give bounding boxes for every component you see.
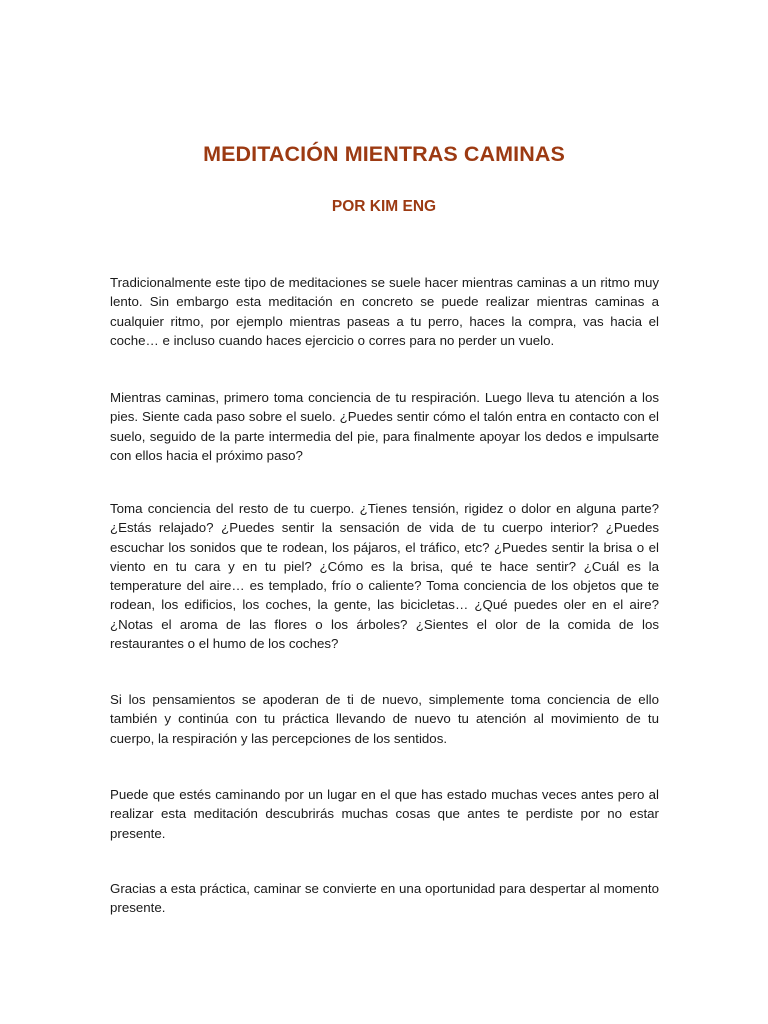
paragraph-3: Toma conciencia del resto de tu cuerpo. ¿Tienes tensión, rigidez o dolor en alguna parte? ¿Estás relajado? ¿Puedes sentir la sensación de vida de tu cuerpo interior? ¿Puedes escuchar los sonidos que te rodean, los pájaros, el tráfico, etc? ¿Puedes sentir la brisa o el viento en tu cara y en tu piel? ¿Cómo es la brisa, qué te hace sentir? ¿Cuál es la temperature del aire… es templado, frío o caliente? Toma conciencia de los objetos que te rodean, los edificios, los coches, la gente, las bicicletas… ¿Qué puedes oler en el aire? ¿Notas el aroma de las flores o los árboles? ¿Sientes el olor de la comida de los restaurantes o el humo de los coches? — [110, 501, 659, 652]
paragraph-6: Gracias a esta práctica, caminar se convierte en una oportunidad para despertar al momento presente. — [110, 881, 659, 916]
paragraph-4: Si los pensamientos se apoderan de ti de nuevo, simplemente toma conciencia de ello también y continúa con tu práctica llevando de nuevo tu atención al movimiento de tu cuerpo, la respiración y las percepciones de los sentidos. — [110, 692, 659, 746]
document-author: POR KIM ENG — [331, 198, 437, 215]
document-title: MEDITACIÓN MIENTRAS CAMINAS — [203, 142, 565, 166]
paragraph-5: Puede que estés caminando por un lugar en el que has estado muchas veces antes pero al realizar esta meditación descubrirás muchas cosas que antes te perdiste por no estar presente. — [110, 787, 659, 841]
paragraph-1: Tradicionalmente este tipo de meditaciones se suele hacer mientras caminas a un ritmo muy lento. Sin embargo esta meditación en concreto se puede realizar mientras caminas a cualquier ritmo, por ejemplo mientras paseas a tu perro, haces la compra, vas hacia el coche… e incluso cuando haces ejercicio o corres para no perder un vuelo. — [110, 275, 659, 348]
paragraph-2: Mientras caminas, primero toma conciencia de tu respiración. Luego lleva tu atención a los pies. Siente cada paso sobre el suelo. ¿Puedes sentir cómo el talón entra en contacto con el suelo, seguido de la parte intermedia del pie, para finalmente apoyar los dedos e impulsarte con ellos hacia el próximo paso? — [110, 390, 659, 463]
